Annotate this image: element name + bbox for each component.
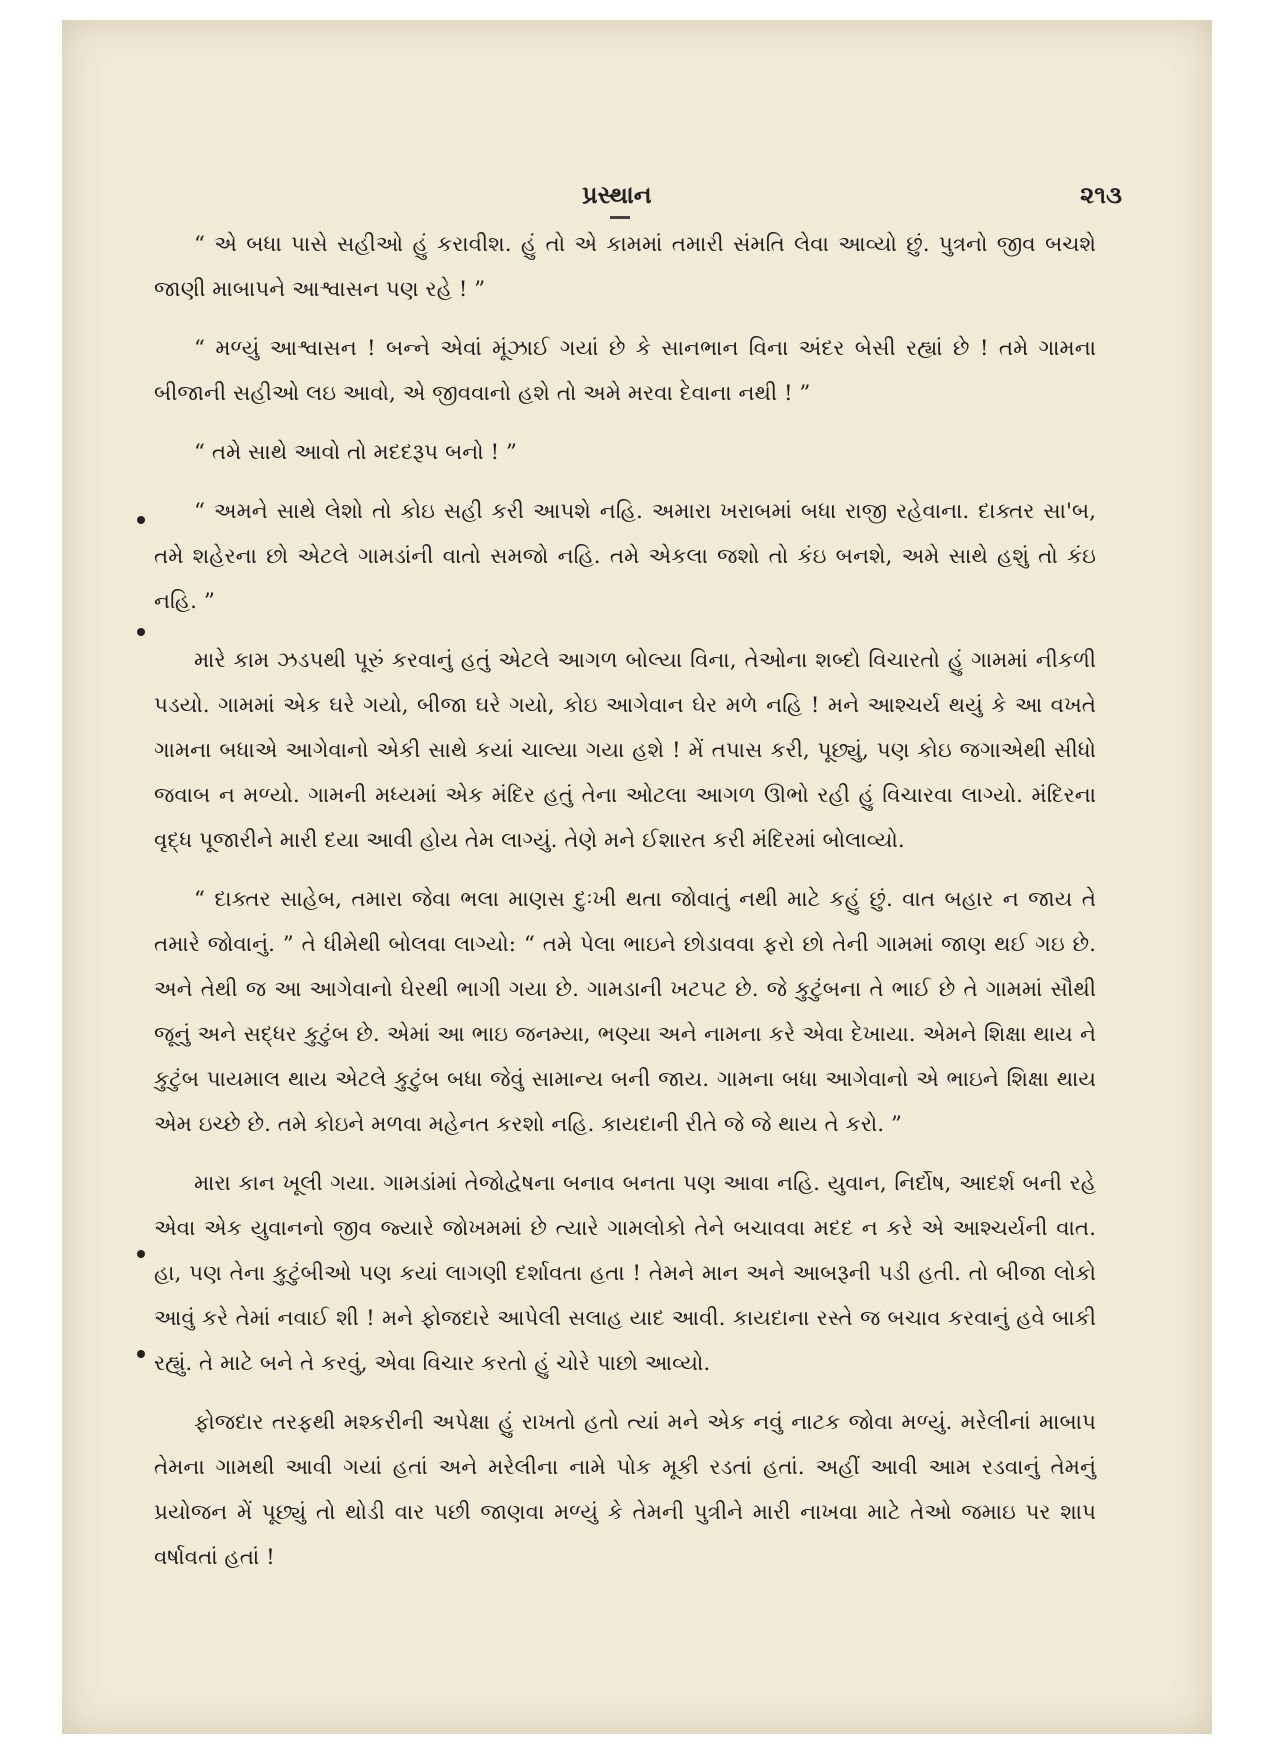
page-header [62,160,1212,220]
header-dash [610,216,630,219]
paragraph: ફોજદાર તરફથી મશ્કરીની અપેક્ષા હું રાખતો હતો ત્યાં મને એક નવું નાટક જોવા મળ્યું. મરેલીનાં માબાપ તેમના ગામથી આવી ગયાં હતાં અને મરેલીના નામે પોક મૂકી રડતાં હતાં. અહીં આવી આમ રડવાનું તેમનું પ્રયોજન મેં પૂછ્યું તો થોડી વાર પછી જાણવા મળ્યું કે તેમની પુત્રીને મારી નાખવા માટે તેઓ જમાઇ પર શાપ વર્ષાવતાં હતાં ! [154,1410,1096,1570]
body-text [154,222,1096,1594]
paragraph: “ દાક્તર સાહેબ, તમારા જેવા ભલા માણસ દુઃખી થતા જોવાતું નથી માટે કહું છું. વાત બહાર ન જાય તે તમારે જોવાનું. ” તે ધીમેથી બોલવા લાગ્યો: “ તમે પેલા ભાઇને છોડાવવા ફરો છો તેની ગામમાં જાણ થઈ ગઇ છે. અને તેથી જ આ આગેવાનો ઘેરથી ભાગી ગયા છે. ગામડાની ખટપટ છે. જે કુટુંબના તે ભાઈ છે તે ગામમાં સૌથી જૂનું અને સદ્ધર કુટુંબ છે. એમાં આ ભાઇ જનમ્યા, ભણ્યા અને નામના કરે એવા દેખાયા. એમને શિક્ષા થાય ને કુટુંબ પાયમાલ થાય એટલે કુટુંબ બધા જેવું સામાન્ય બની જાય. ગામના બધા આગેવાનો એ ભાઇને શિક્ષા થાય એમ ઇચ્છે છે. તમે કોઇને મળવા મહેનત કરશો નહિ. કાયદાની રીતે જે જે થાય તે કરો. ” [154,887,1096,1137]
binding-hole [137,1250,145,1258]
page-number: ૨૧૩ [1080,180,1122,209]
binding-hole [137,628,145,636]
book-page [62,20,1212,1734]
paragraph: “ અમને સાથે લેશો તો કોઇ સહી કરી આપશે નહિ. અમારા ખરાબમાં બધા રાજી રહેવાના. દાક્તર સા'બ, તમે શહેરના છો એટલે ગામડાંની વાતો સમજો નહિ. તમે એકલા જશો તો કંઇ બનશે, અમે સાથે હશું તો કંઇ નહિ. ” [154,499,1096,614]
paragraph: મારે કામ ઝડપથી પૂરું કરવાનું હતું એટલે આગળ બોલ્યા વિના, તેઓના શબ્દો વિચારતો હું ગામમાં નીકળી પડયો. ગામમાં એક ઘરે ગયો, બીજા ઘરે ગયો, કોઇ આગેવાન ઘેર મળે નહિ ! મને આશ્ચર્ય થયું કે આ વખતે ગામના બધાએ આગેવાનો એકી સાથે કયાં ચાલ્યા ગયા હશે ! મેં તપાસ કરી, પૂછ્યું, પણ કોઇ જગાએથી સીધો જવાબ ન મળ્યો. ગામની મધ્યમાં એક મંદિર હતું તેના ઓટલા આગળ ઊભો રહી હું વિચારવા લાગ્યો. મંદિરના વૃદ્ધ પૂજારીને મારી દયા આવી હોય તેમ લાગ્યું. તેણે મને ઈશારત કરી મંદિરમાં બોલાવ્યો. [154,648,1096,853]
binding-hole [137,516,145,524]
paragraph: “ એ બધા પાસે સહીઓ હું કરાવીશ. હું તો એ કામમાં તમારી સંમતિ લેવા આવ્યો છું. પુત્રનો જીવ બચશે જાણી માબાપને આશ્વાસન પણ રહે ! ” [154,232,1096,302]
paragraph: મારા કાન ખૂલી ગયા. ગામડાંમાં તેજોદ્વેષના બનાવ બનતા પણ આવા નહિ. યુવાન, નિર્દોષ, આદર્શ બની રહે એવા એક યુવાનનો જીવ જ્યારે જોખમમાં છે ત્યારે ગામલોકો તેને બચાવવા મદદ ન કરે એ આશ્ચર્યની વાત. હા, પણ તેના કુટુંબીઓ પણ કયાં લાગણી દર્શાવતા હતા ! તેમને માન અને આબરૂની પડી હતી. તો બીજા લોકો આવું કરે તેમાં નવાઈ શી ! મને ફોજદારે આપેલી સલાહ યાદ આવી. કાયદાના રસ્તે જ બચાવ કરવાનું હવે બાકી રહ્યું. તે માટે બને તે કરવું, એવા વિચાર કરતો હું ચોરે પાછો આવ્યો. [154,1171,1096,1376]
binding-hole [137,1350,145,1358]
paragraph: “ મળ્યું આશ્વાસન ! બન્ને એવાં મૂંઝાઈ ગયાં છે કે સાનભાન વિના અંદર બેસી રહ્યાં છે ! તમે ગામના બીજાની સહીઓ લઇ આવો, એ જીવવાનો હશે તો અમે મરવા દેવાના નથી ! ” [154,336,1096,406]
paragraph: “ તમે સાથે આવો તો મદદરૂપ બનો ! ” [194,440,517,465]
running-head: પ્રસ્થાન [582,180,652,209]
